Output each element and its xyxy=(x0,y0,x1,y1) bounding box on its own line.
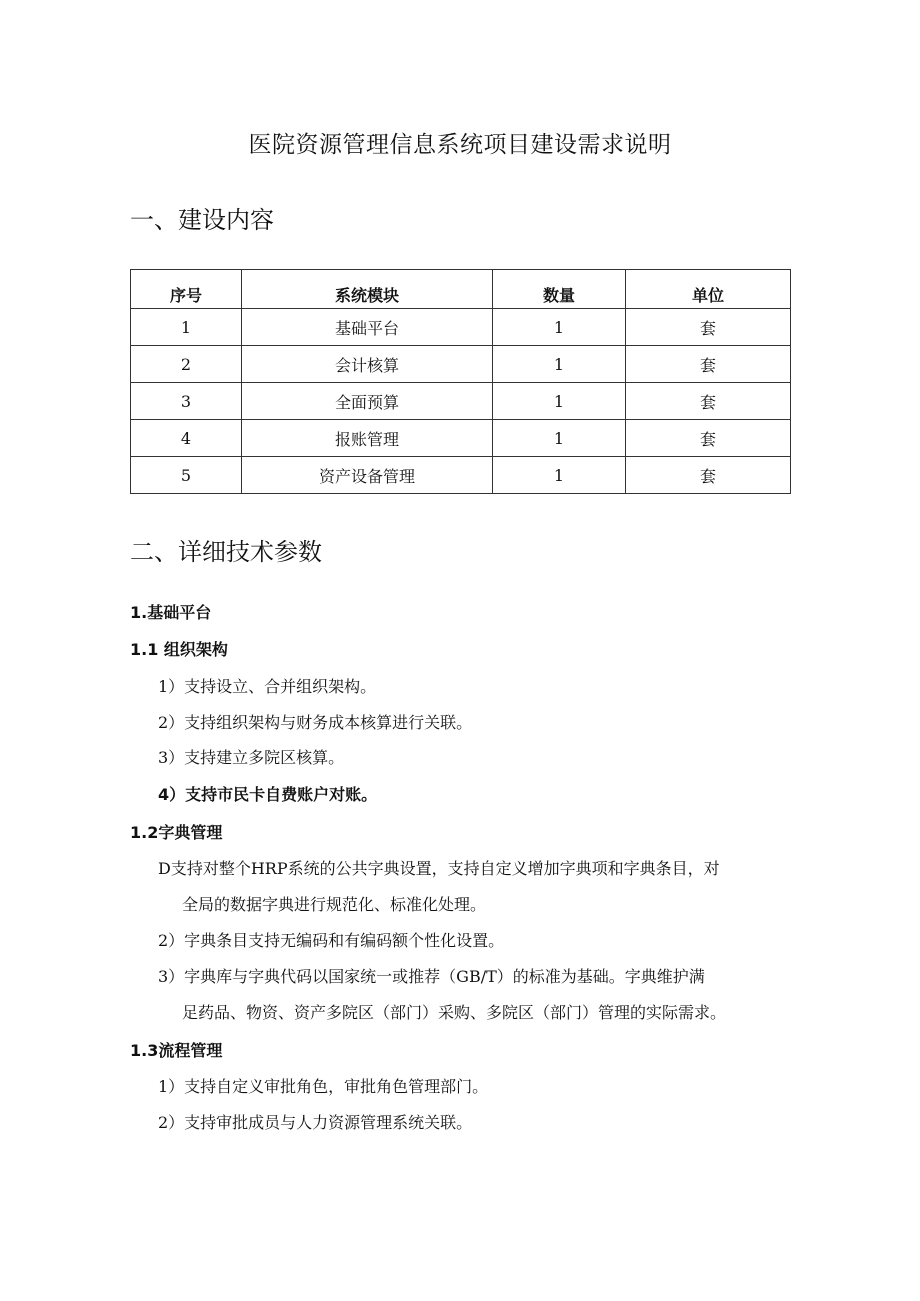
table-cell: 全面预算 xyxy=(242,383,493,420)
table-header-row xyxy=(131,270,791,309)
table-cell: 1 xyxy=(493,346,626,383)
subheading-dictionary-management: 1.2字典管理 xyxy=(130,823,223,842)
table-cell: 1 xyxy=(493,309,626,346)
table-cell: 基础平台 xyxy=(242,309,493,346)
list-item-continuation: 足药品、物资、资产多院区（部门）采购、多院区（部门）管理的实际需求。 xyxy=(182,1003,727,1022)
subheading-org-structure: 1.1 组织架构 xyxy=(130,640,228,659)
table-cell: 报账管理 xyxy=(242,420,493,457)
table-cell: 2 xyxy=(131,346,242,383)
list-item: 2）字典条目支持无编码和有编码额个性化设置。 xyxy=(158,931,505,950)
section-heading-technical-params: 二、详细技术参数 xyxy=(130,538,322,566)
table-header-cell: 系统模块 xyxy=(242,270,493,309)
list-item: 2）支持组织架构与财务成本核算进行关联。 xyxy=(158,713,473,732)
table-cell: 4 xyxy=(131,420,242,457)
table-cell: 1 xyxy=(493,383,626,420)
table-header-cell: 序号 xyxy=(131,270,242,309)
table-cell: 1 xyxy=(493,457,626,494)
table-cell: 1 xyxy=(493,420,626,457)
table-cell: 套 xyxy=(626,383,791,420)
table-row xyxy=(131,346,791,383)
list-item: D支持对整个HRP系统的公共字典设置，支持自定义增加字典项和字典条目，对 xyxy=(158,859,720,878)
list-item: 1）支持设立、合并组织架构。 xyxy=(158,677,377,696)
table-cell: 套 xyxy=(626,420,791,457)
list-item: 1）支持自定义审批角色，审批角色管理部门。 xyxy=(158,1077,489,1096)
subheading-process-management: 1.3流程管理 xyxy=(130,1041,223,1060)
table-cell: 套 xyxy=(626,309,791,346)
table-cell: 会计核算 xyxy=(242,346,493,383)
list-item: 3）支持建立多院区核算。 xyxy=(158,748,345,767)
table-cell: 3 xyxy=(131,383,242,420)
table-row xyxy=(131,383,791,420)
table-cell: 1 xyxy=(131,309,242,346)
document-title: 医院资源管理信息系统项目建设需求说明 xyxy=(248,132,672,158)
table-row xyxy=(131,457,791,494)
table-cell: 5 xyxy=(131,457,242,494)
modules-table xyxy=(130,269,791,494)
list-item: 2）支持审批成员与人力资源管理系统关联。 xyxy=(158,1113,473,1132)
table-cell: 套 xyxy=(626,346,791,383)
table-header-cell: 单位 xyxy=(626,270,791,309)
table-header-cell: 数量 xyxy=(493,270,626,309)
subheading-basic-platform: 1.基础平台 xyxy=(130,603,212,622)
section-heading-construction: 一、建设内容 xyxy=(130,206,274,234)
table-row xyxy=(131,309,791,346)
list-item: 3）字典库与字典代码以国家统一或推荐（GB/T）的标准为基础。字典维护满 xyxy=(158,967,705,986)
table-row xyxy=(131,420,791,457)
list-item-continuation: 全局的数据字典进行规范化、标准化处理。 xyxy=(182,895,487,914)
list-item: 4）支持市民卡自费账户对账。 xyxy=(158,785,378,804)
table-cell: 资产设备管理 xyxy=(242,457,493,494)
table-cell: 套 xyxy=(626,457,791,494)
